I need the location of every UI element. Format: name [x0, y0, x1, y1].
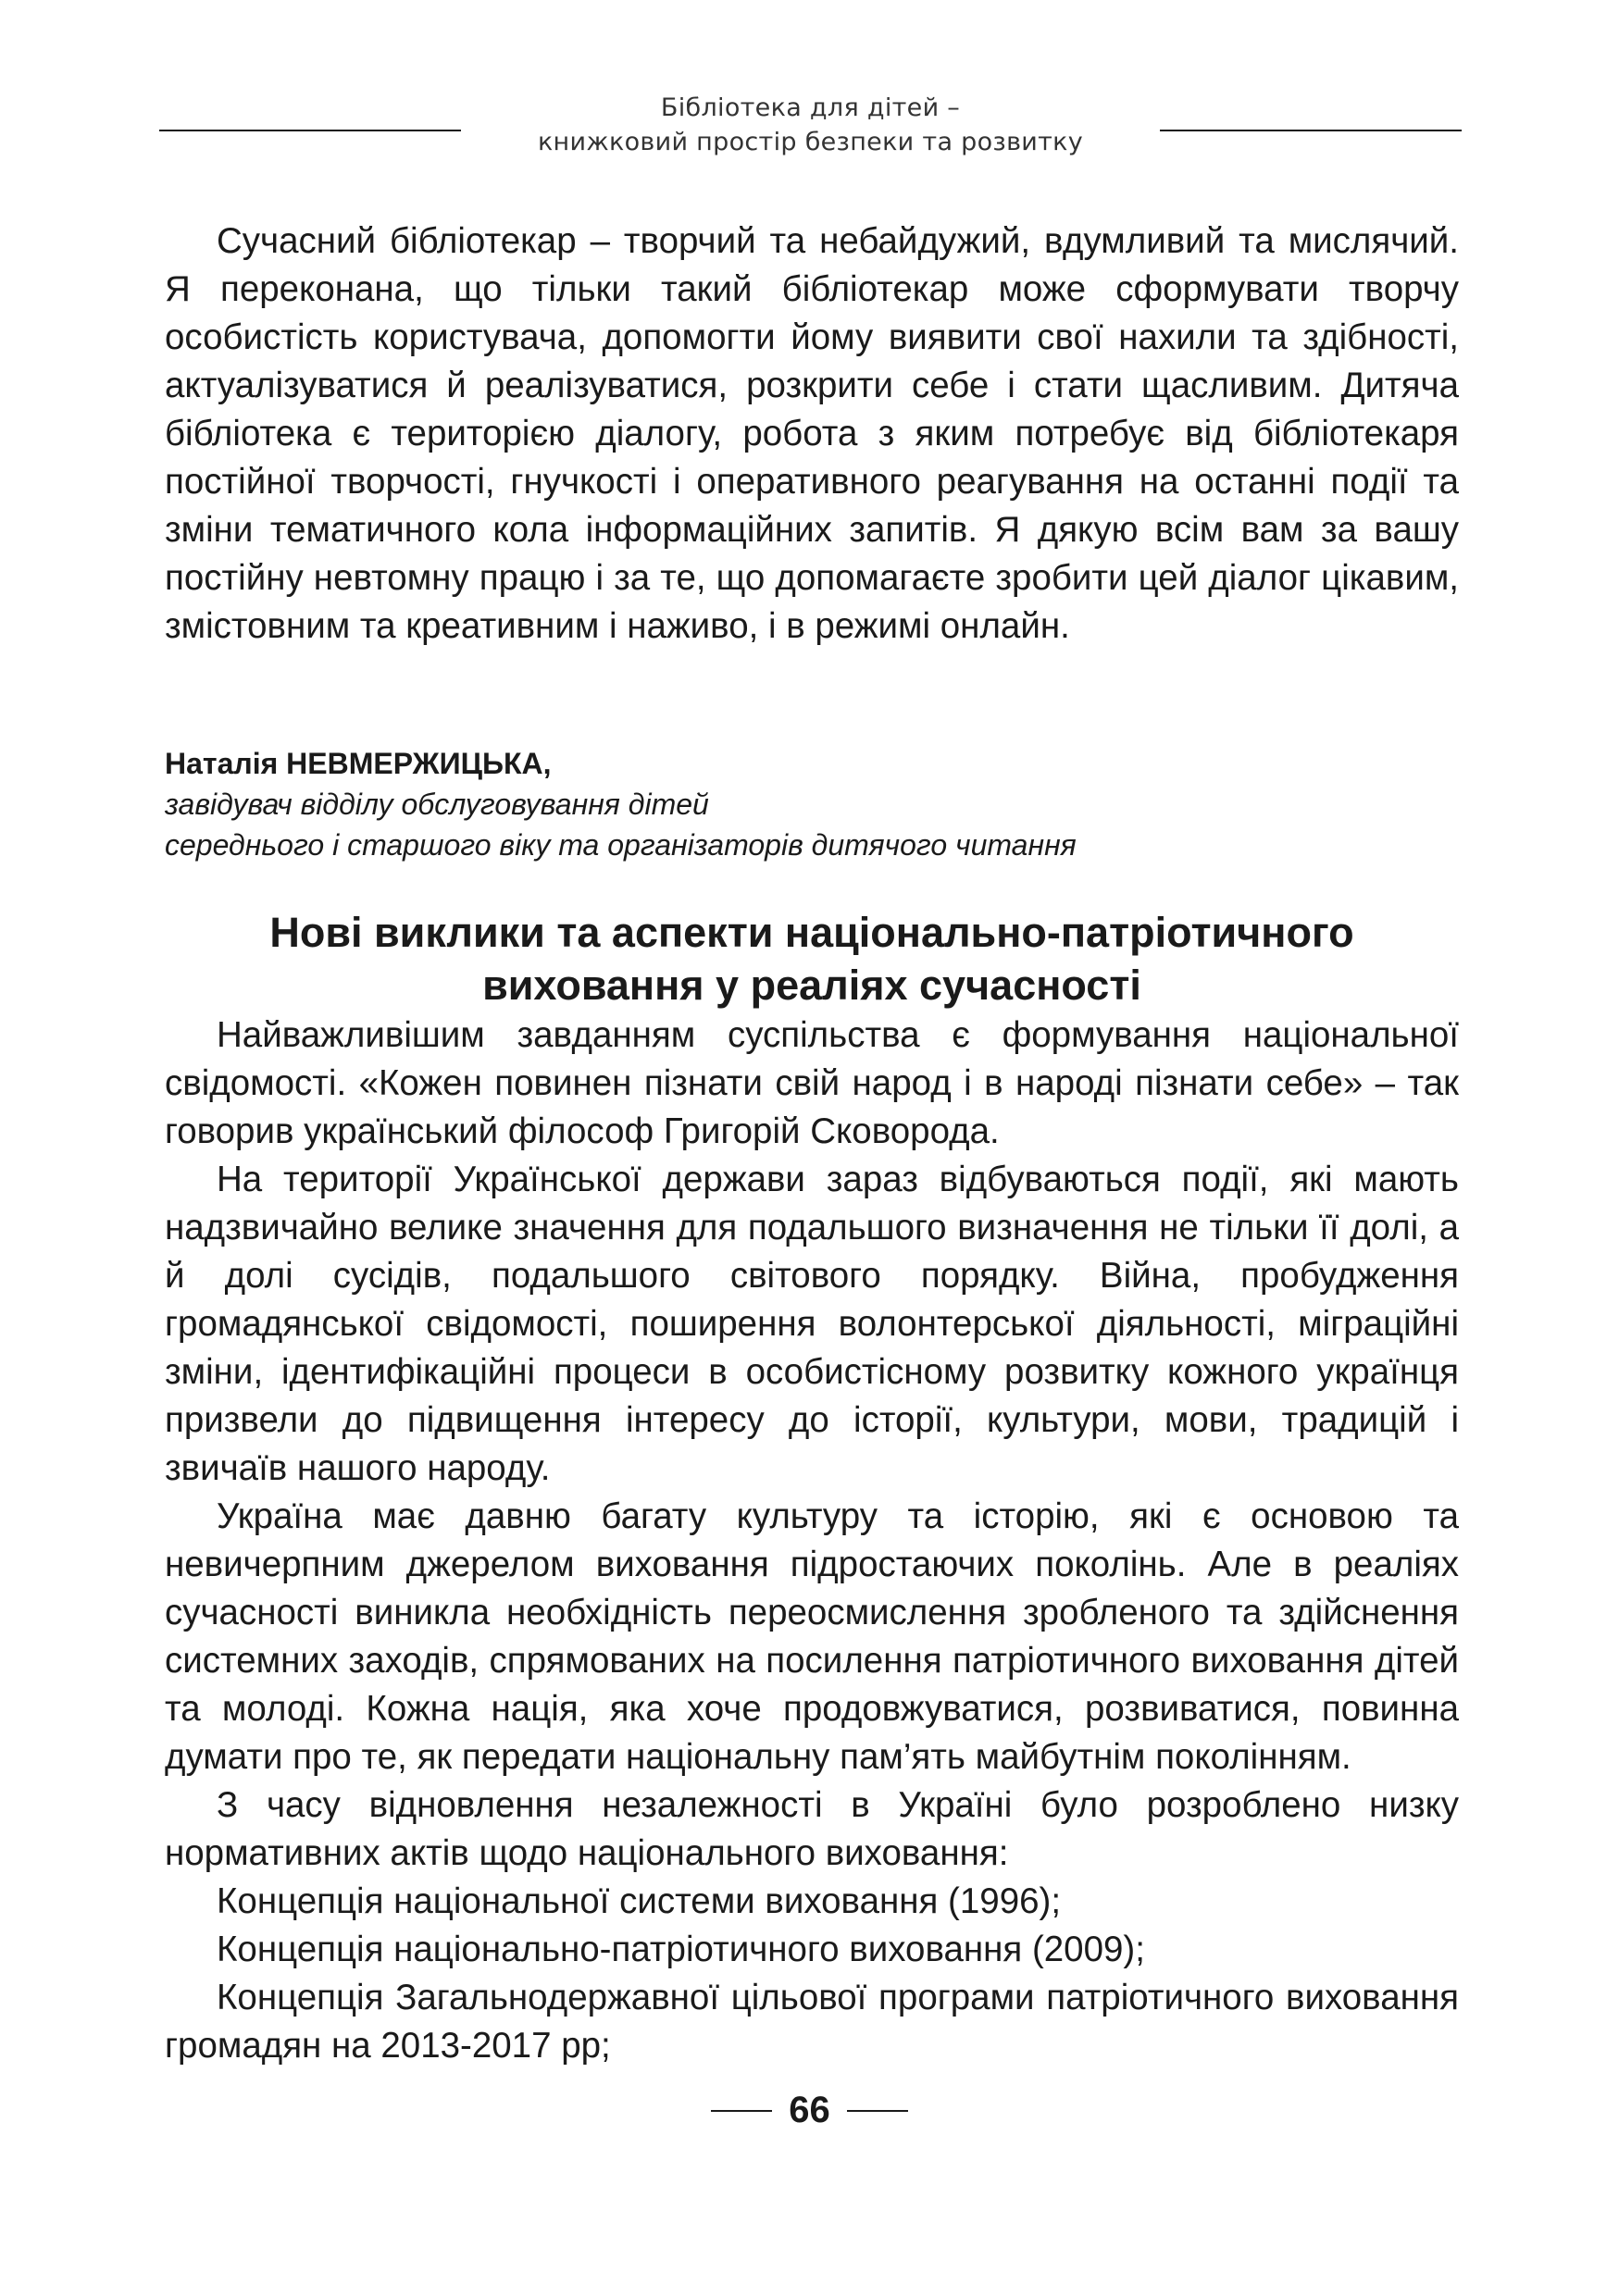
author-role-line-2: середнього і старшого віку та організаторів дитячого читання — [165, 828, 1077, 862]
intro-paragraph: Сучасний бібліотекар – творчий та небайдужий, вдумливий та мислячий. Я переконана, що тільки такий бібліотекар може сформувати творчу особистість користувача, допомогти йому виявити свої нахили та здібності, актуалізуватися й реалізуватися, розкрити себе і стати щасливим. Дитяча бібліотека є територією діалогу, робота з яким потребує від бібліотекаря постійної творчості, гнучкості і оперативного реагування на останні події та зміни тематичного кола інформаційних запитів. Я дякую всім вам за вашу постійну невтомну працю і за те, що допомагаєте зробити цей діалог цікавим, змістовним та креативним і наживо, і в режимі онлайн. — [165, 221, 1459, 646]
header-title — [474, 91, 1147, 159]
author-block — [165, 743, 1459, 865]
running-header — [159, 91, 1462, 165]
article-paragraph-3: Україна має давню багату культуру та історію, які є основою та невичерпним джерелом виховання підростаючих поколінь. Але в реаліях сучасності виникла необхідність переосмислення зробленого та здійснення системних заходів, спрямованих на посилення патріотичного виховання дітей та молоді. Кожна нація, яка хоче продовжуватися, розвиватися, повинна думати про те, як передати національну пам’ять майбутнім поколінням. — [165, 1496, 1459, 1777]
page-footer — [0, 2090, 1619, 2131]
page-body — [165, 217, 1459, 2070]
article-title-line-1: Нові виклики та аспекти національно-патріотичного — [269, 909, 1354, 956]
header-rule-right — [1160, 130, 1462, 131]
header-rule-left — [159, 130, 461, 131]
page-number-rule-left — [711, 2110, 772, 2112]
list-item: Концепція національно-патріотичного виховання (2009); — [217, 1930, 1145, 1969]
article-paragraph-1: Найважливішим завданням суспільства є формування національної свідомості. «Кожен повинен пізнати свій народ і в народі пізнати себе» – так говорив український філософ Григорій Сковорода. — [165, 1015, 1459, 1151]
list-item: Концепція національної системи виховання (1996); — [217, 1881, 1062, 1921]
header-line-2: книжковий простір безпеки та розвитку — [537, 128, 1084, 156]
page-number: 66 — [789, 2090, 830, 2130]
article-paragraph-4: З часу відновлення незалежності в Україні було розроблено низку нормативних актів щодо національного виховання: — [165, 1785, 1459, 1873]
page-number-group — [711, 2090, 908, 2131]
page-number-rule-right — [847, 2110, 908, 2112]
author-name: Наталія НЕВМЕРЖИЦЬКА, — [165, 747, 552, 780]
list-item: Концепція Загальнодержавної цільової програми патріотичного виховання громадян на 2013-2017 рр; — [165, 1978, 1459, 2066]
article-title — [165, 906, 1459, 1011]
header-line-1: Бібліотека для дітей – — [660, 93, 961, 122]
author-role-line-1: завідувач відділу обслуговування дітей — [165, 788, 709, 821]
article-paragraph-2: На території Української держави зараз відбуваються події, які мають надзвичайно велике значення для подальшого визначення не тільки її долі, а й долі сусідів, подальшого світового порядку. Війна, пробудження громадянської свідомості, поширення волонтерської діяльності, міграційні зміни, ідентифікаційні процеси в особистісному розвитку кожного українця призвели до підвищення інтересу до історії, культури, мови, традицій і звичаїв нашого народу. — [165, 1160, 1459, 1488]
article-title-line-2: виховання у реаліях сучасності — [482, 962, 1141, 1009]
